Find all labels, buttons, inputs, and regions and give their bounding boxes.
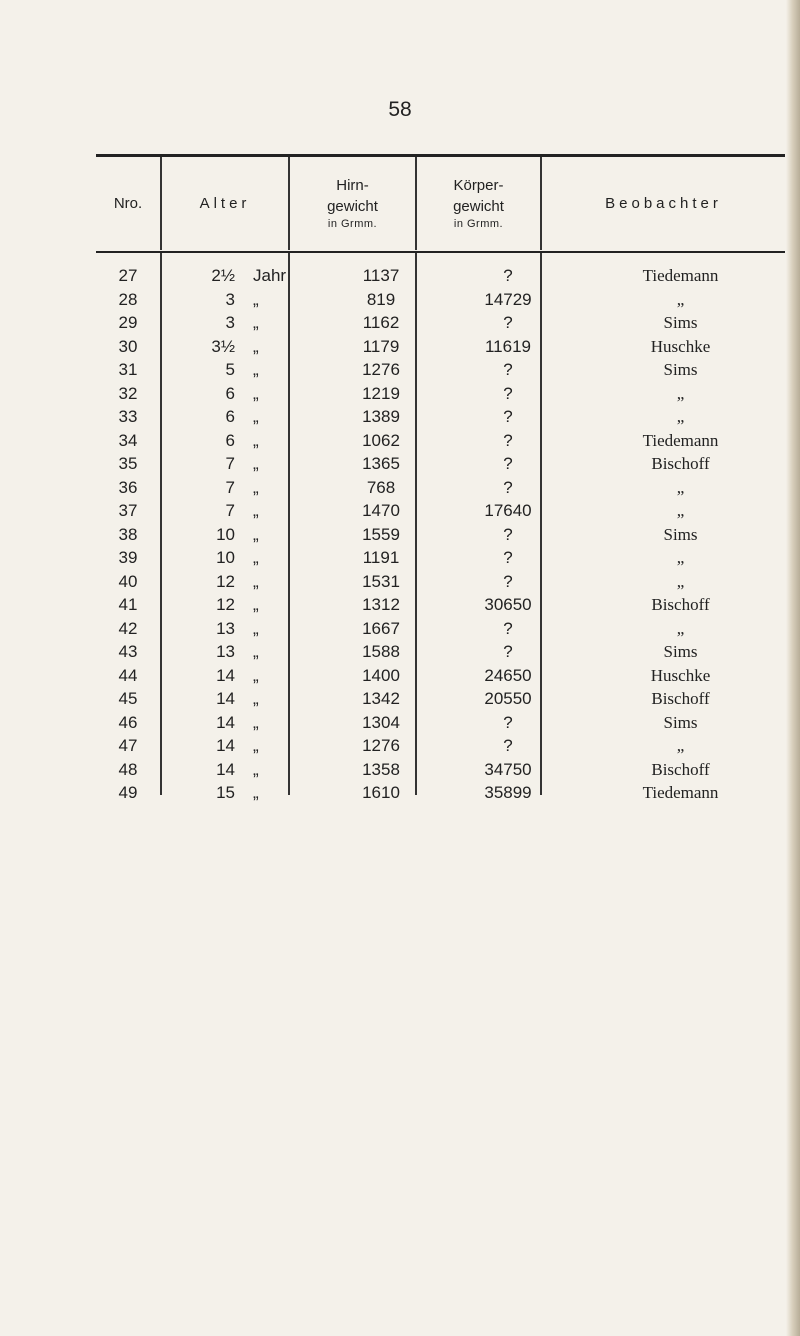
table-row bbox=[96, 572, 785, 596]
cell-hirngewicht: 1162 bbox=[362, 313, 400, 332]
cell-alter-unit: „ bbox=[253, 430, 259, 450]
cell-nro: 39 bbox=[118, 548, 138, 567]
cell-beobachter: Sims bbox=[663, 642, 698, 661]
cell-alter-value: 3 bbox=[225, 313, 235, 332]
cell-hirngewicht: 1137 bbox=[362, 266, 400, 285]
cell-alter-unit: „ bbox=[253, 571, 259, 591]
cell-koerpergewicht: 35899 bbox=[484, 783, 532, 802]
cell-nro: 46 bbox=[118, 712, 138, 732]
cell-nro: 49 bbox=[118, 783, 138, 802]
cell-hirngewicht: 1389 bbox=[362, 407, 400, 426]
cell-alter-unit: „ bbox=[253, 548, 259, 567]
cell-alter-unit: „ bbox=[253, 454, 259, 473]
cell-hirngewicht: 1610 bbox=[362, 783, 400, 802]
cell-nro: 34 bbox=[118, 430, 138, 450]
cell-nro: 41 bbox=[118, 595, 138, 614]
table-row bbox=[96, 525, 785, 549]
cell-koerpergewicht: ? bbox=[503, 524, 513, 544]
cell-alter-unit: „ bbox=[253, 618, 259, 638]
cell-alter-unit: „ bbox=[253, 313, 259, 332]
header-koerper-line1: Körper- bbox=[453, 177, 504, 195]
cell-alter-unit: „ bbox=[253, 595, 259, 614]
cell-koerpergewicht: ? bbox=[503, 642, 513, 661]
cell-alter-value: 7 bbox=[225, 477, 235, 497]
cell-nro: 47 bbox=[118, 736, 138, 755]
cell-koerpergewicht: ? bbox=[503, 383, 513, 403]
cell-beobachter: Huschke bbox=[650, 665, 711, 685]
cell-beobachter: Bischoff bbox=[651, 454, 710, 473]
header-koerper-line3: in Grmm. bbox=[453, 217, 504, 230]
table-row bbox=[96, 478, 785, 502]
cell-nro: 42 bbox=[118, 618, 138, 638]
cell-hirngewicht: 1358 bbox=[362, 759, 400, 779]
cell-alter-unit: „ bbox=[253, 336, 259, 356]
cell-alter-unit: „ bbox=[253, 736, 259, 755]
cell-beobachter: Bischoff bbox=[651, 759, 710, 779]
header-hirn-line1: Hirn- bbox=[336, 177, 369, 195]
table-row bbox=[96, 595, 785, 619]
cell-alter-value: 5 bbox=[225, 360, 235, 379]
header-nro-label: Nro. bbox=[113, 194, 143, 212]
table-body bbox=[96, 266, 785, 807]
header-koerpergewicht bbox=[417, 158, 540, 250]
cell-nro: 27 bbox=[118, 266, 138, 285]
cell-koerpergewicht: 11619 bbox=[484, 336, 531, 356]
cell-koerpergewicht: ? bbox=[503, 430, 513, 450]
cell-beobachter: Sims bbox=[663, 360, 698, 379]
cell-beobachter: „ bbox=[676, 571, 685, 591]
cell-alter-value: 2½ bbox=[211, 266, 235, 285]
cell-nro: 31 bbox=[118, 360, 138, 379]
cell-nro: 29 bbox=[118, 313, 138, 332]
cell-koerpergewicht: ? bbox=[503, 360, 513, 379]
cell-alter-value: 12 bbox=[216, 595, 235, 614]
cell-alter-unit: „ bbox=[253, 642, 259, 661]
cell-nro: 30 bbox=[118, 336, 138, 356]
cell-koerpergewicht: 17640 bbox=[484, 501, 532, 520]
cell-nro: 28 bbox=[118, 289, 138, 309]
cell-alter-value: 3½ bbox=[211, 336, 235, 356]
table-row bbox=[96, 266, 785, 290]
cell-hirngewicht: 1191 bbox=[362, 548, 400, 567]
cell-alter-unit: Jahr bbox=[253, 266, 287, 285]
cell-beobachter: Huschke bbox=[650, 336, 711, 356]
cell-alter-unit: „ bbox=[253, 383, 259, 403]
cell-nro: 33 bbox=[118, 407, 138, 426]
cell-hirngewicht: 1559 bbox=[362, 524, 400, 544]
header-koerper-line2: gewicht bbox=[453, 197, 504, 215]
cell-beobachter: „ bbox=[676, 477, 685, 497]
cell-nro: 38 bbox=[118, 524, 138, 544]
cell-beobachter: „ bbox=[676, 618, 685, 638]
cell-nro: 48 bbox=[118, 759, 138, 779]
cell-beobachter: Tiedemann bbox=[642, 430, 719, 450]
cell-hirngewicht: 1276 bbox=[362, 360, 400, 379]
page-number: 58 bbox=[388, 98, 412, 121]
table-row bbox=[96, 313, 785, 337]
cell-alter-value: 7 bbox=[225, 501, 235, 520]
cell-koerpergewicht: 30650 bbox=[484, 595, 532, 614]
cell-alter-value: 10 bbox=[216, 524, 235, 544]
cell-koerpergewicht: 20550 bbox=[484, 689, 532, 708]
cell-koerpergewicht: 24650 bbox=[484, 665, 532, 685]
cell-beobachter: Bischoff bbox=[651, 689, 710, 708]
cell-koerpergewicht: ? bbox=[503, 736, 513, 755]
cell-beobachter: „ bbox=[676, 383, 685, 403]
header-beobachter-label: Beobachter bbox=[605, 194, 722, 212]
cell-koerpergewicht: ? bbox=[503, 548, 513, 567]
header-hirngewicht bbox=[290, 158, 415, 250]
cell-koerpergewicht: ? bbox=[503, 266, 513, 285]
cell-hirngewicht: 1400 bbox=[362, 665, 400, 685]
cell-hirngewicht: 1062 bbox=[362, 430, 400, 450]
cell-koerpergewicht: ? bbox=[503, 407, 513, 426]
table-row bbox=[96, 501, 785, 525]
header-beobachter bbox=[542, 158, 785, 250]
cell-nro: 45 bbox=[118, 689, 138, 708]
cell-hirngewicht: 1365 bbox=[362, 454, 400, 473]
cell-nro: 37 bbox=[118, 501, 138, 520]
cell-hirngewicht: 768 bbox=[366, 477, 396, 497]
cell-nro: 44 bbox=[118, 665, 138, 685]
cell-alter-unit: „ bbox=[253, 689, 259, 708]
cell-koerpergewicht: 14729 bbox=[484, 289, 532, 309]
cell-nro: 36 bbox=[118, 477, 138, 497]
cell-alter-unit: „ bbox=[253, 524, 259, 544]
table-row bbox=[96, 454, 785, 478]
cell-alter-unit: „ bbox=[253, 360, 259, 379]
cell-alter-value: 14 bbox=[216, 736, 235, 755]
cell-alter-value: 6 bbox=[225, 407, 235, 426]
header-hirn-line2: gewicht bbox=[327, 197, 378, 215]
cell-hirngewicht: 1312 bbox=[362, 595, 400, 614]
cell-beobachter: Sims bbox=[663, 524, 698, 544]
cell-beobachter: Tiedemann bbox=[642, 266, 719, 285]
cell-koerpergewicht: ? bbox=[503, 618, 513, 638]
table-row bbox=[96, 384, 785, 408]
table-row bbox=[96, 619, 785, 643]
table-row bbox=[96, 736, 785, 760]
cell-hirngewicht: 1667 bbox=[362, 618, 400, 638]
cell-alter-value: 14 bbox=[216, 689, 235, 708]
table-row bbox=[96, 548, 785, 572]
cell-alter-value: 14 bbox=[216, 712, 235, 732]
cell-nro: 40 bbox=[118, 571, 138, 591]
header-alter-label: Alter bbox=[199, 194, 251, 212]
cell-hirngewicht: 1304 bbox=[362, 712, 400, 732]
cell-hirngewicht: 1470 bbox=[362, 501, 400, 520]
cell-alter-unit: „ bbox=[253, 712, 259, 732]
header-alter bbox=[162, 158, 288, 250]
cell-alter-unit: „ bbox=[253, 783, 259, 802]
cell-hirngewicht: 1219 bbox=[362, 383, 400, 403]
table-row bbox=[96, 360, 785, 384]
cell-alter-value: 10 bbox=[216, 548, 235, 567]
cell-alter-value: 3 bbox=[225, 289, 235, 309]
header-nro bbox=[96, 158, 160, 250]
cell-beobachter: „ bbox=[676, 501, 685, 520]
table-row bbox=[96, 713, 785, 737]
page-edge-shadow bbox=[786, 0, 800, 1336]
cell-koerpergewicht: 34750 bbox=[484, 759, 532, 779]
cell-nro: 43 bbox=[118, 642, 138, 661]
cell-koerpergewicht: ? bbox=[503, 313, 513, 332]
cell-alter-value: 13 bbox=[216, 618, 235, 638]
cell-alter-unit: „ bbox=[253, 477, 259, 497]
cell-alter-unit: „ bbox=[253, 407, 259, 426]
cell-koerpergewicht: ? bbox=[503, 712, 513, 732]
cell-beobachter: Sims bbox=[663, 313, 698, 332]
table-row bbox=[96, 666, 785, 690]
cell-hirngewicht: 1276 bbox=[362, 736, 400, 755]
cell-alter-unit: „ bbox=[253, 289, 259, 309]
cell-nro: 32 bbox=[118, 383, 138, 403]
table-row bbox=[96, 760, 785, 784]
cell-alter-value: 15 bbox=[216, 783, 235, 802]
cell-beobachter: „ bbox=[676, 736, 685, 755]
cell-beobachter: „ bbox=[676, 548, 685, 567]
table-row bbox=[96, 642, 785, 666]
cell-beobachter: Bischoff bbox=[651, 595, 710, 614]
cell-hirngewicht: 1342 bbox=[362, 689, 400, 708]
table-row bbox=[96, 783, 785, 807]
cell-alter-unit: „ bbox=[253, 665, 259, 685]
cell-alter-value: 14 bbox=[216, 759, 235, 779]
table-row bbox=[96, 689, 785, 713]
table-row bbox=[96, 407, 785, 431]
cell-beobachter: Tiedemann bbox=[642, 783, 719, 802]
cell-koerpergewicht: ? bbox=[503, 477, 513, 497]
cell-alter-value: 6 bbox=[225, 430, 235, 450]
table-row bbox=[96, 431, 785, 455]
cell-beobachter: „ bbox=[676, 407, 685, 426]
table-row bbox=[96, 290, 785, 314]
cell-alter-unit: „ bbox=[253, 759, 259, 779]
table-top-rule bbox=[96, 154, 785, 157]
cell-alter-value: 13 bbox=[216, 642, 235, 661]
cell-hirngewicht: 1531 bbox=[362, 571, 400, 591]
cell-hirngewicht: 1179 bbox=[362, 336, 400, 356]
cell-alter-value: 14 bbox=[216, 665, 235, 685]
cell-koerpergewicht: ? bbox=[503, 571, 513, 591]
cell-koerpergewicht: ? bbox=[503, 454, 513, 473]
cell-alter-value: 6 bbox=[225, 383, 235, 403]
cell-hirngewicht: 819 bbox=[366, 289, 396, 309]
cell-beobachter: Sims bbox=[663, 712, 698, 732]
table-row bbox=[96, 337, 785, 361]
cell-alter-value: 12 bbox=[216, 571, 235, 591]
cell-alter-unit: „ bbox=[253, 501, 259, 520]
header-hirn-line3: in Grmm. bbox=[327, 217, 378, 230]
cell-alter-value: 7 bbox=[225, 454, 235, 473]
cell-nro: 35 bbox=[118, 454, 138, 473]
cell-hirngewicht: 1588 bbox=[362, 642, 400, 661]
cell-beobachter: „ bbox=[676, 289, 685, 309]
table-header-rule bbox=[96, 251, 785, 253]
